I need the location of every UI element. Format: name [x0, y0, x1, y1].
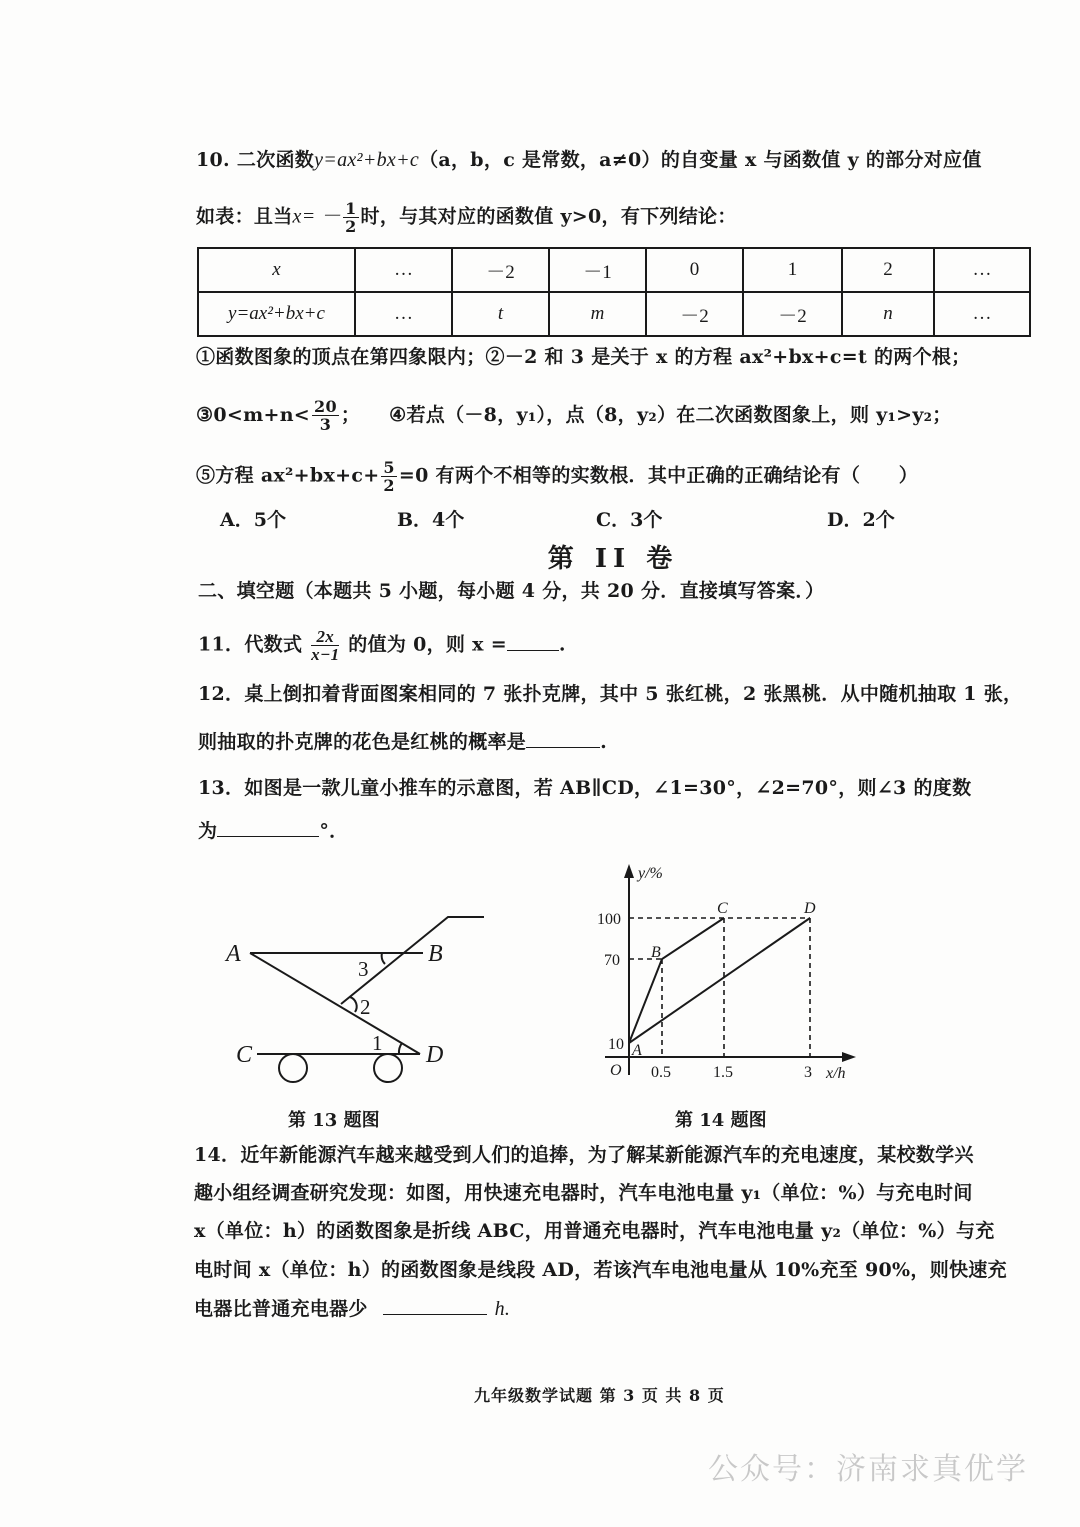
text: ⑤方程 ax²+bx+c+: [196, 464, 380, 487]
math-expression: y=ax²+bx+c: [314, 149, 420, 171]
q10-statement-5: [196, 459, 918, 494]
q11: [198, 628, 566, 663]
table-header-y: y=ax²+bx+c: [198, 292, 355, 336]
ytick-70: 70: [604, 952, 620, 969]
ytick-100: 100: [597, 911, 621, 928]
series-normal-charger-ad: [629, 918, 810, 1043]
figure-14-chart: [580, 860, 870, 1090]
y-axis-label: y/%: [638, 865, 663, 882]
q14-line5: [194, 1296, 510, 1321]
fraction: [312, 398, 339, 433]
label-b: B: [428, 941, 443, 967]
table-cell: －2: [743, 292, 842, 336]
text: 电器比普通充电器少: [194, 1298, 368, 1320]
text: 11．代数式: [198, 633, 303, 656]
point-b-label: B: [651, 944, 661, 961]
angle-1-arc: [399, 1043, 402, 1054]
point-c-label: C: [717, 900, 728, 917]
table-cell: t: [452, 292, 549, 336]
table-cell: 1: [743, 248, 842, 292]
fraction: [343, 200, 358, 235]
numerator: 1: [345, 199, 357, 218]
fraction: [381, 459, 396, 494]
q13-line1: 13．如图是一款儿童小推车的示意图，若 AB∥CD，∠1=30°，∠2=70°，则∠3 的度数: [198, 777, 972, 799]
table-row-y: [198, 292, 1030, 336]
text: .: [558, 633, 566, 656]
y-axis-arrow-icon: [624, 864, 634, 878]
answer-blank[interactable]: [526, 729, 600, 748]
answer-blank[interactable]: [507, 632, 559, 651]
numerator: 20: [314, 397, 337, 416]
choice-b[interactable]: B．4个: [397, 509, 465, 531]
q10-line1: [196, 148, 982, 172]
table-cell: －2: [646, 292, 743, 336]
label-angle-1: 1: [372, 1031, 383, 1055]
denominator: x−1: [311, 645, 340, 664]
section-heading: 二、填空题（本题共 5 小题，每小题 4 分，共 20 分．直接填写答案．）: [198, 580, 825, 602]
label-angle-2: 2: [360, 995, 371, 1019]
statement-2: ②－2 和 3 是关于 x 的方程 ax²+bx+c=t 的两个根；: [485, 346, 971, 368]
answer-blank[interactable]: [383, 1296, 487, 1315]
text: °．: [319, 820, 349, 842]
label-a: A: [226, 941, 241, 967]
text: =0 有两个不相等的实数根．其中正确的正确结论有（ ）: [398, 464, 919, 487]
math-expression: x= －: [292, 205, 342, 228]
table-cell: 0: [646, 248, 743, 292]
origin-label: O: [610, 1062, 622, 1079]
statement-4: ④若点（－8，y₁），点（8，y₂）在二次函数图象上，则 y₁>y₂；: [389, 403, 952, 426]
q14-line3: x（单位：h）的函数图象是折线 ABC，用普通充电器时，汽车电池电量 y₂（单位：%）与充: [194, 1220, 995, 1242]
angle-3-arc: [382, 953, 385, 964]
table-cell: …: [355, 292, 452, 336]
text: .: [600, 731, 608, 753]
text: ；: [340, 403, 361, 426]
choice-c[interactable]: C．3个: [596, 509, 663, 531]
table-cell: －1: [549, 248, 646, 292]
text: （a，b，c 是常数，a≠0）的自变量 x 与函数值 y 的部分对应值: [419, 149, 982, 171]
q14-line1: 14．近年新能源汽车越来越受到人们的追捧，为了解某新能源汽车的充电速度，某校数学兴: [194, 1144, 974, 1166]
value-table: [197, 247, 1031, 337]
text: 如表：且当: [196, 205, 293, 228]
label-angle-3: 3: [358, 957, 369, 981]
numerator: 5: [383, 458, 395, 477]
table-cell: 2: [842, 248, 934, 292]
table-row-x: [198, 248, 1030, 292]
text: h.: [494, 1298, 511, 1320]
denominator: 2: [345, 217, 357, 236]
q12-line2: [198, 729, 607, 754]
fraction: [311, 628, 339, 663]
table-cell: m: [549, 292, 646, 336]
text: 则抽取的扑克牌的花色是红桃的概率是: [198, 731, 527, 753]
x-axis-label: x/h: [826, 1065, 846, 1082]
xtick-3: 3: [804, 1064, 812, 1081]
series-fast-charger-abc: [629, 918, 724, 1043]
text: 时，与其对应的函数值 y>0，有下列结论：: [360, 205, 737, 228]
point-a-label: A: [632, 1042, 642, 1059]
table-cell: …: [934, 248, 1030, 292]
q13-line2: [198, 818, 348, 843]
text: 的值为 0，则 x =: [348, 633, 507, 656]
figure-14-caption: 第 14 题图: [675, 1110, 767, 1131]
choice-a[interactable]: A．5个: [220, 509, 286, 531]
text: 二次函数: [236, 149, 315, 171]
xtick-1.5: 1.5: [713, 1064, 733, 1081]
wheel-left: [279, 1054, 307, 1082]
table-cell: n: [842, 292, 934, 336]
table-cell: …: [934, 292, 1030, 336]
x-axis-arrow-icon: [842, 1052, 856, 1062]
denominator: 3: [319, 415, 332, 434]
choice-d[interactable]: D．2个: [827, 509, 895, 531]
watermark: 公众号：济南求真优学: [708, 1452, 1028, 1487]
table-cell: －2: [452, 248, 549, 292]
label-d: D: [426, 1042, 444, 1068]
table-cell: …: [355, 248, 452, 292]
text: ③0<m+n<: [196, 403, 311, 426]
statement-1: ①函数图象的顶点在第四象限内；: [196, 346, 486, 368]
section-title: 第 II 卷: [547, 544, 679, 574]
page-footer: 九年级数学试题 第 3 页 共 8 页: [474, 1386, 725, 1405]
text: 为: [198, 820, 218, 842]
answer-blank[interactable]: [217, 818, 319, 837]
figure-13-stroller: [210, 890, 510, 1090]
ytick-10: 10: [608, 1036, 624, 1053]
denominator: 2: [383, 476, 395, 495]
table-header-x: x: [198, 248, 355, 292]
xtick-0.5: 0.5: [651, 1064, 671, 1081]
q10-statements-3-4: [196, 398, 952, 433]
figure-13-caption: 第 13 题图: [288, 1110, 380, 1131]
question-number: 10.: [196, 149, 230, 171]
line-ad: [250, 953, 420, 1054]
q14-line4: 电时间 x（单位：h）的函数图象是线段 AD，若该汽车电池电量从 10%充至 90%，则快速充: [194, 1259, 1007, 1281]
statement-3: [196, 397, 361, 434]
label-c: C: [236, 1042, 253, 1068]
q14-line2: 趣小组经调查研究发现：如图，用快速充电器时，汽车电池电量 y₁（单位：%）与充电时间: [194, 1182, 973, 1204]
numerator: 2x: [311, 628, 339, 646]
q10-line2: [196, 200, 737, 235]
angle-2-arc: [350, 997, 357, 1012]
q10-statements-1-2: [196, 345, 970, 369]
point-d-label: D: [804, 900, 816, 917]
q12-line1: 12．桌上倒扣着背面图案相同的 7 张扑克牌，其中 5 张红桃，2 张黑桃．从中随机抽取 1 张，: [198, 683, 1023, 705]
wheel-right: [374, 1054, 402, 1082]
